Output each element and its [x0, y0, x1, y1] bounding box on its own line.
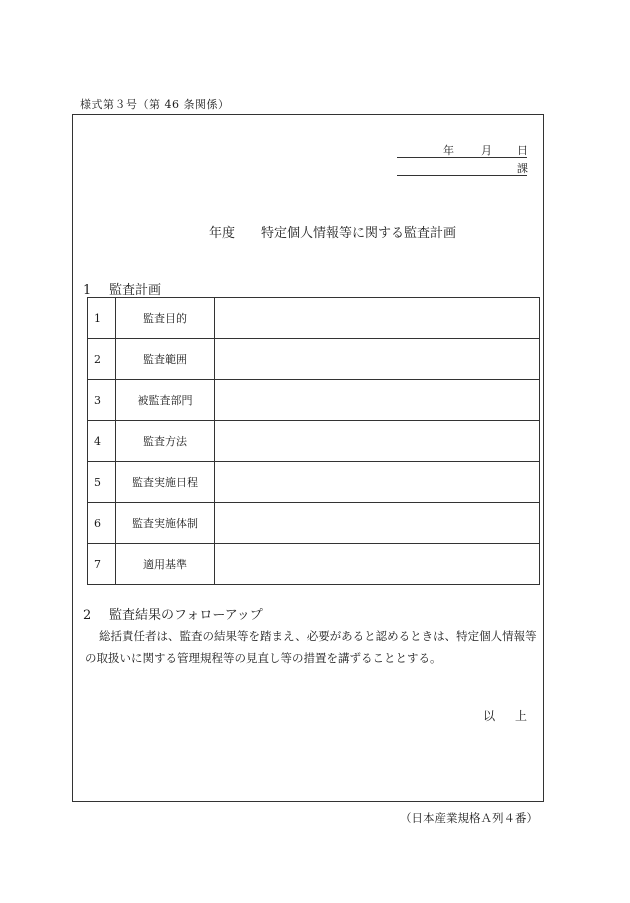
row-item-label: 被監査部門	[116, 380, 215, 421]
row-value-field[interactable]	[215, 380, 540, 421]
row-number: 5	[88, 462, 116, 503]
month-label: 月	[481, 144, 492, 157]
year-label: 年	[443, 144, 454, 157]
table-row	[88, 339, 540, 380]
row-item-label: 監査方法	[116, 421, 215, 462]
table-row	[88, 462, 540, 503]
table-row	[88, 380, 540, 421]
table-row	[88, 503, 540, 544]
row-number: 3	[88, 380, 116, 421]
department-suffix: 課	[517, 162, 528, 175]
row-value-field[interactable]	[215, 421, 540, 462]
row-number: 6	[88, 503, 116, 544]
table-row	[88, 544, 540, 585]
section1-heading	[83, 279, 161, 298]
section1-number: 1	[83, 283, 92, 298]
form-frame	[72, 114, 544, 802]
row-value-field[interactable]	[215, 339, 540, 380]
section2-number: 2	[83, 608, 92, 623]
paper-size-note: （日本産業規格Ａ列４番）	[400, 811, 538, 825]
table-row	[88, 421, 540, 462]
row-item-label: 監査実施日程	[116, 462, 215, 503]
row-number: 1	[88, 298, 116, 339]
row-number: 7	[88, 544, 116, 585]
section2-heading	[83, 604, 263, 623]
section2-title: 監査結果のフォローアップ	[109, 608, 263, 623]
row-item-label: 監査範囲	[116, 339, 215, 380]
department-field[interactable]	[397, 159, 527, 176]
section2-body	[85, 625, 540, 669]
date-field[interactable]	[397, 141, 527, 158]
row-value-field[interactable]	[215, 544, 540, 585]
day-label: 日	[517, 144, 528, 157]
row-number: 2	[88, 339, 116, 380]
fiscal-year-label: 年度	[209, 226, 236, 241]
row-value-field[interactable]	[215, 298, 540, 339]
title-main: 特定個人情報等に関する監査計画	[261, 226, 457, 241]
section2-paragraph: 総括責任者は、監査の結果等を踏まえ、必要があると認めるときは、特定個人情報等の取扱いに関する管理規程等の見直し等の措置を講ずることとする。	[85, 629, 537, 665]
row-item-label: 監査実施体制	[116, 503, 215, 544]
closing-mark: 以 上	[483, 709, 535, 723]
table-row	[88, 298, 540, 339]
row-value-field[interactable]	[215, 462, 540, 503]
row-item-label: 監査目的	[116, 298, 215, 339]
row-item-label: 適用基準	[116, 544, 215, 585]
audit-plan-table	[87, 297, 540, 585]
row-number: 4	[88, 421, 116, 462]
section1-title: 監査計画	[109, 283, 162, 298]
form-number-label: 様式第３号（第 46 条関係）	[80, 98, 230, 111]
row-value-field[interactable]	[215, 503, 540, 544]
